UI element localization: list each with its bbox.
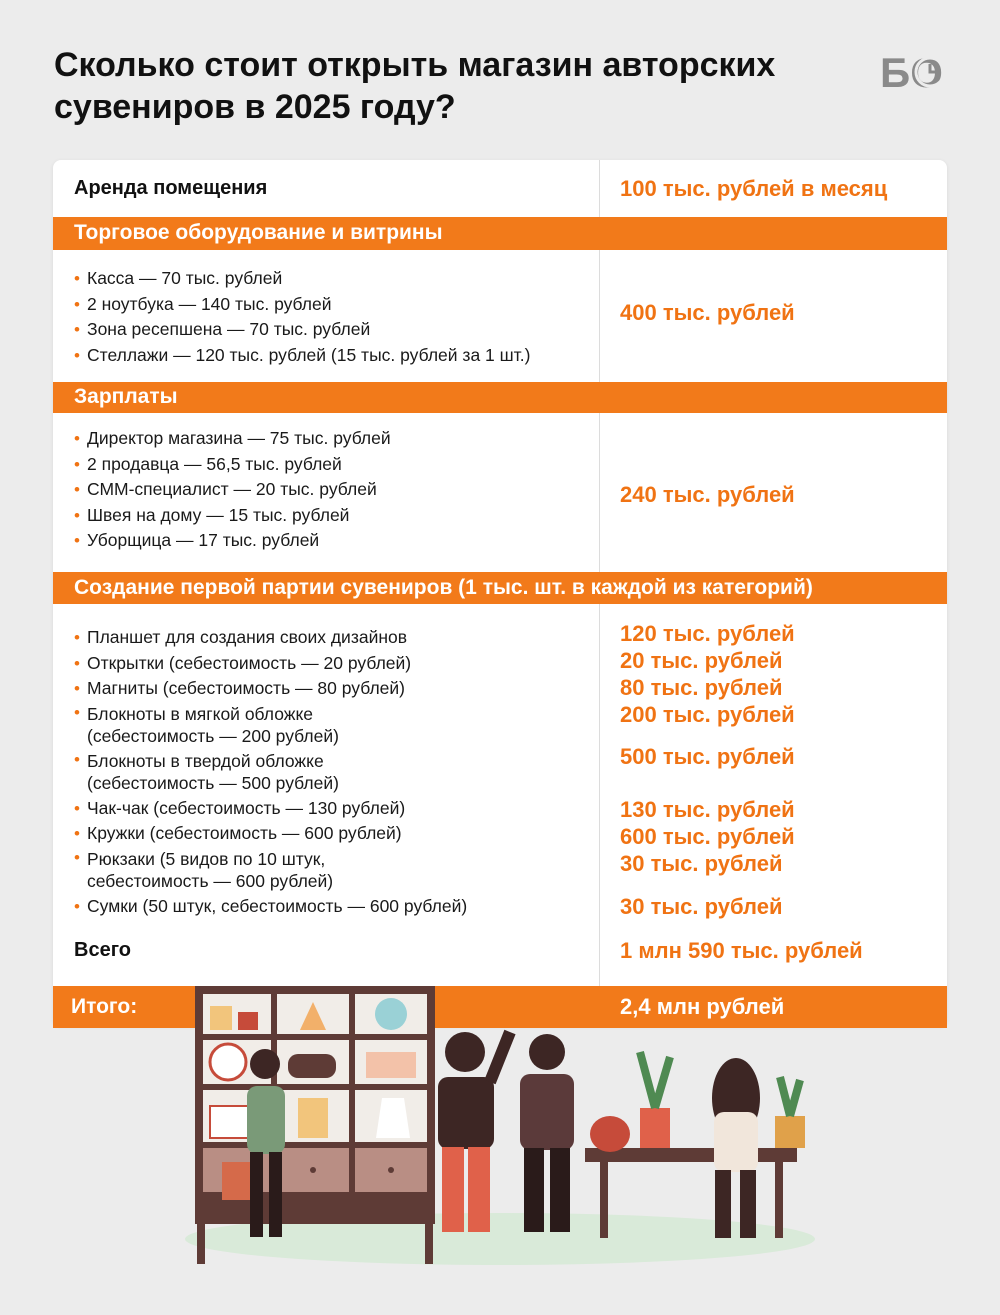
batch-value: 500 тыс. рублей [620, 744, 795, 769]
list-item: • Открытки (себестоимость — 20 рублей) [74, 651, 467, 677]
cost-table [53, 160, 947, 1026]
equipment-list [74, 266, 530, 368]
column-divider [599, 413, 600, 572]
list-item: • Кружки (себестоимость — 600 рублей) [74, 821, 467, 847]
salaries-total: 240 тыс. рублей [620, 482, 795, 507]
list-item: • 2 ноутбука — 140 тыс. рублей [74, 292, 530, 318]
mug-icon [210, 1006, 232, 1030]
batch-sum-label: Всего [74, 939, 131, 961]
grand-total-label: Итого: [71, 995, 138, 1018]
woman-back-icon [712, 1058, 760, 1238]
list-item: • Сумки (50 штук, себестоимость — 600 рублей) [74, 894, 467, 920]
jug-icon [298, 1098, 328, 1138]
list-item: • Директор магазина — 75 тыс. рублей [74, 426, 391, 452]
mug-icon [238, 1012, 258, 1030]
batch-value: 30 тыс. рублей [620, 894, 783, 919]
grand-total-value: 2,4 млн рублей [620, 994, 785, 1019]
batch-value: 80 тыс. рублей [620, 675, 783, 700]
batch-value: 20 тыс. рублей [620, 648, 783, 673]
batch-list [74, 625, 467, 919]
list-item: • Блокноты в мягкой обложке (себестоимость — 200 рублей) [74, 702, 467, 749]
batch-value: 130 тыс. рублей [620, 797, 795, 822]
batch-header [53, 572, 947, 604]
plant-table-icon [585, 1052, 805, 1238]
rent-value: 100 тыс. рублей в месяц [620, 176, 888, 201]
batch-value: 600 тыс. рублей [620, 824, 795, 849]
books-icon [366, 1052, 416, 1078]
shop-illustration [170, 982, 830, 1282]
man-waving-icon [438, 1032, 510, 1232]
svg-text:БО: БО [880, 50, 943, 94]
list-item: • Блокноты в твердой обложке (себестоимость — 500 рублей) [74, 749, 467, 796]
clock-icon [210, 1044, 246, 1080]
list-item: • Магниты (себестоимость — 80 рублей) [74, 676, 467, 702]
list-item: • Чак-чак (себестоимость — 130 рублей) [74, 796, 467, 822]
list-item: • Рюкзаки (5 видов по 10 штук, себестоимость — 600 рублей) [74, 847, 467, 894]
column-divider [599, 160, 600, 217]
equipment-header [53, 217, 947, 250]
batch-heading: Создание первой партии сувениров (1 тыс. шт. в каждой из категорий) [74, 576, 813, 599]
cake-icon [288, 1054, 336, 1078]
man-figure-icon [520, 1034, 574, 1232]
bo-logo-icon [880, 50, 950, 94]
equipment-total: 400 тыс. рублей [620, 300, 795, 325]
list-item: • 2 продавца — 56,5 тыс. рублей [74, 452, 391, 478]
batch-sum-value: 1 млн 590 тыс. рублей [620, 938, 863, 963]
list-item: • Планшет для создания своих дизайнов [74, 625, 467, 651]
list-item: • Уборщица — 17 тыс. рублей [74, 528, 391, 554]
list-item: • Зона ресепшена — 70 тыс. рублей [74, 317, 530, 343]
list-item: • Стеллажи — 120 тыс. рублей (15 тыс. рублей за 1 шт.) [74, 343, 530, 369]
batch-value: 200 тыс. рублей [620, 702, 795, 727]
column-divider [599, 604, 600, 986]
batch-value: 120 тыс. рублей [620, 621, 795, 646]
vase-icon [376, 1098, 410, 1138]
list-item: • Швея на дому — 15 тыс. рублей [74, 503, 391, 529]
salaries-heading: Зарплаты [74, 385, 178, 408]
equipment-heading: Торговое оборудование и витрины [74, 221, 443, 244]
plate-icon [375, 998, 407, 1030]
salaries-header [53, 382, 947, 413]
salaries-list [74, 426, 391, 554]
column-divider [599, 250, 600, 382]
rent-label: Аренда помещения [74, 177, 268, 199]
list-item: • СММ-специалист — 20 тыс. рублей [74, 477, 391, 503]
page-title: Сколько стоит открыть магазин авторских сувениров в 2025 году? [54, 46, 776, 126]
batch-value: 30 тыс. рублей [620, 851, 783, 876]
list-item: • Касса — 70 тыс. рублей [74, 266, 530, 292]
